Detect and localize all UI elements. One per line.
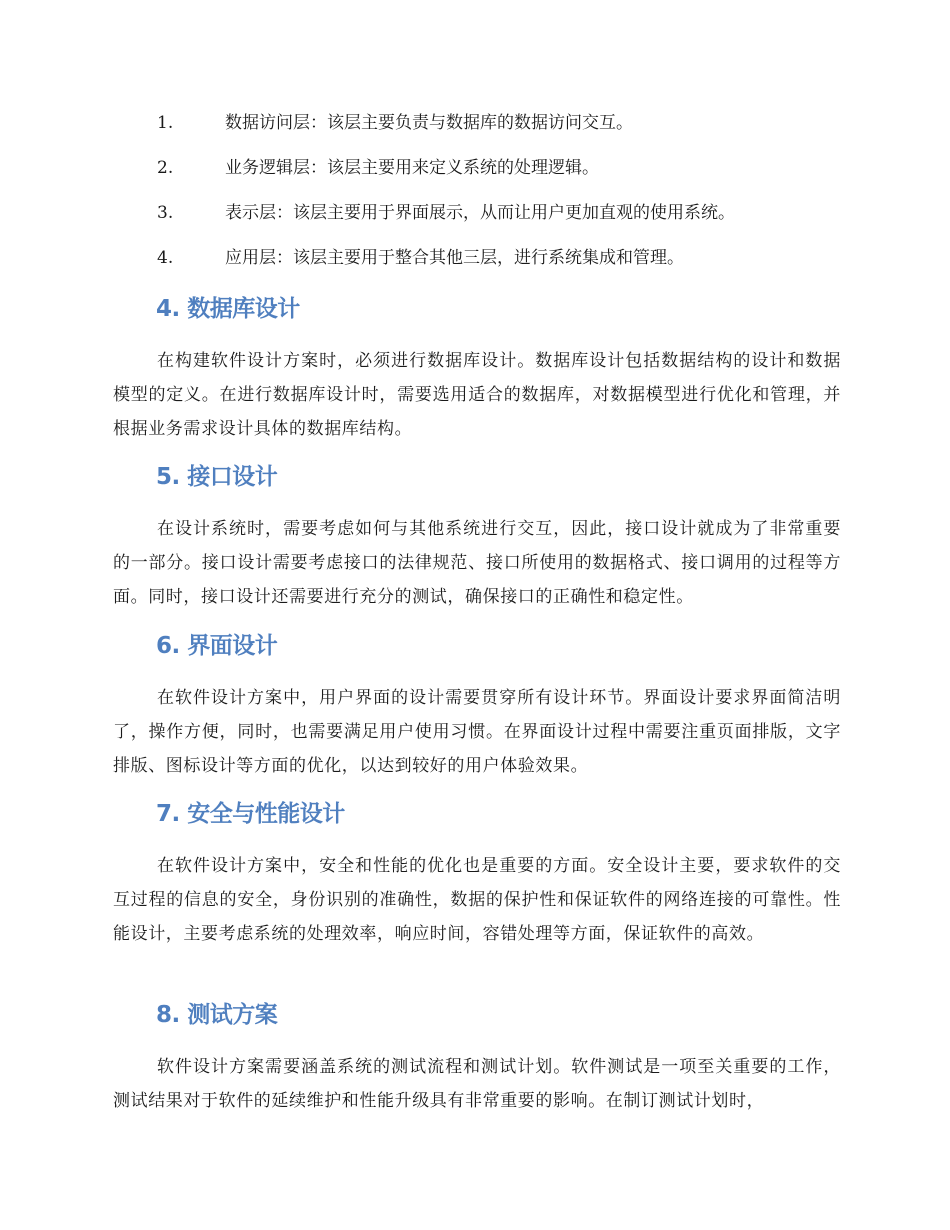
list-item [0,153,950,198]
section-paragraph: 在设计系统时，需要考虑如何与其他系统进行交互，因此，接口设计就成为了非常重要的一部分。接口设计需要考虑接口的法律规范、接口所使用的数据格式、接口调用的过程等方面。同时，接口设计还需要进行充分的测试，确保接口的正确性和稳定性。 [113,519,841,607]
list-number: 4. [157,248,174,268]
list-item [0,108,950,153]
section-paragraph: 在构建软件设计方案时，必须进行数据库设计。数据库设计包括数据结构的设计和数据模型的定义。在进行数据库设计时，需要选用适合的数据库，对数据模型进行优化和管理，并根据业务需求设计具体的数据库结构。 [113,351,841,439]
list-item [0,243,950,288]
section-paragraph: 在软件设计方案中，用户界面的设计需要贯穿所有设计环节。界面设计要求界面简洁明了，操作方便，同时，也需要满足用户使用习惯。在界面设计过程中需要注重页面排版，文字排版、图标设计等方面的优化，以达到较好的用户体验效果。 [113,688,841,776]
list-text: 表示层：该层主要用于界面展示，从而让用户更加直观的使用系统。 [225,203,735,223]
list-text: 应用层：该层主要用于整合其他三层，进行系统集成和管理。 [225,248,684,268]
section-heading: 6. 界面设计 [156,633,278,659]
section-paragraph: 在软件设计方案中，安全和性能的优化也是重要的方面。安全设计主要，要求软件的交互过程的信息的安全，身份识别的准确性，数据的保护性和保证软件的网络连接的可靠性。性能设计，主要考虑系统的处理效率，响应时间，容错处理等方面，保证软件的高效。 [113,856,841,944]
list-number: 3. [157,203,174,223]
list-text: 业务逻辑层：该层主要用来定义系统的处理逻辑。 [225,158,599,178]
list-number: 2. [157,158,174,178]
list-number: 1. [157,113,174,133]
layer-list [0,108,950,288]
list-text: 数据访问层：该层主要负责与数据库的数据访问交互。 [225,113,633,133]
section-heading: 5. 接口设计 [156,464,278,490]
section-heading: 7. 安全与性能设计 [156,801,345,827]
list-item [0,198,950,243]
section-heading: 4. 数据库设计 [156,296,300,322]
section-paragraph: 软件设计方案需要涵盖系统的测试流程和测试计划。软件测试是一项至关重要的工作，测试结果对于软件的延续维护和性能升级具有非常重要的影响。在制订测试计划时， [113,1057,841,1111]
section-heading: 8. 测试方案 [156,1002,278,1028]
